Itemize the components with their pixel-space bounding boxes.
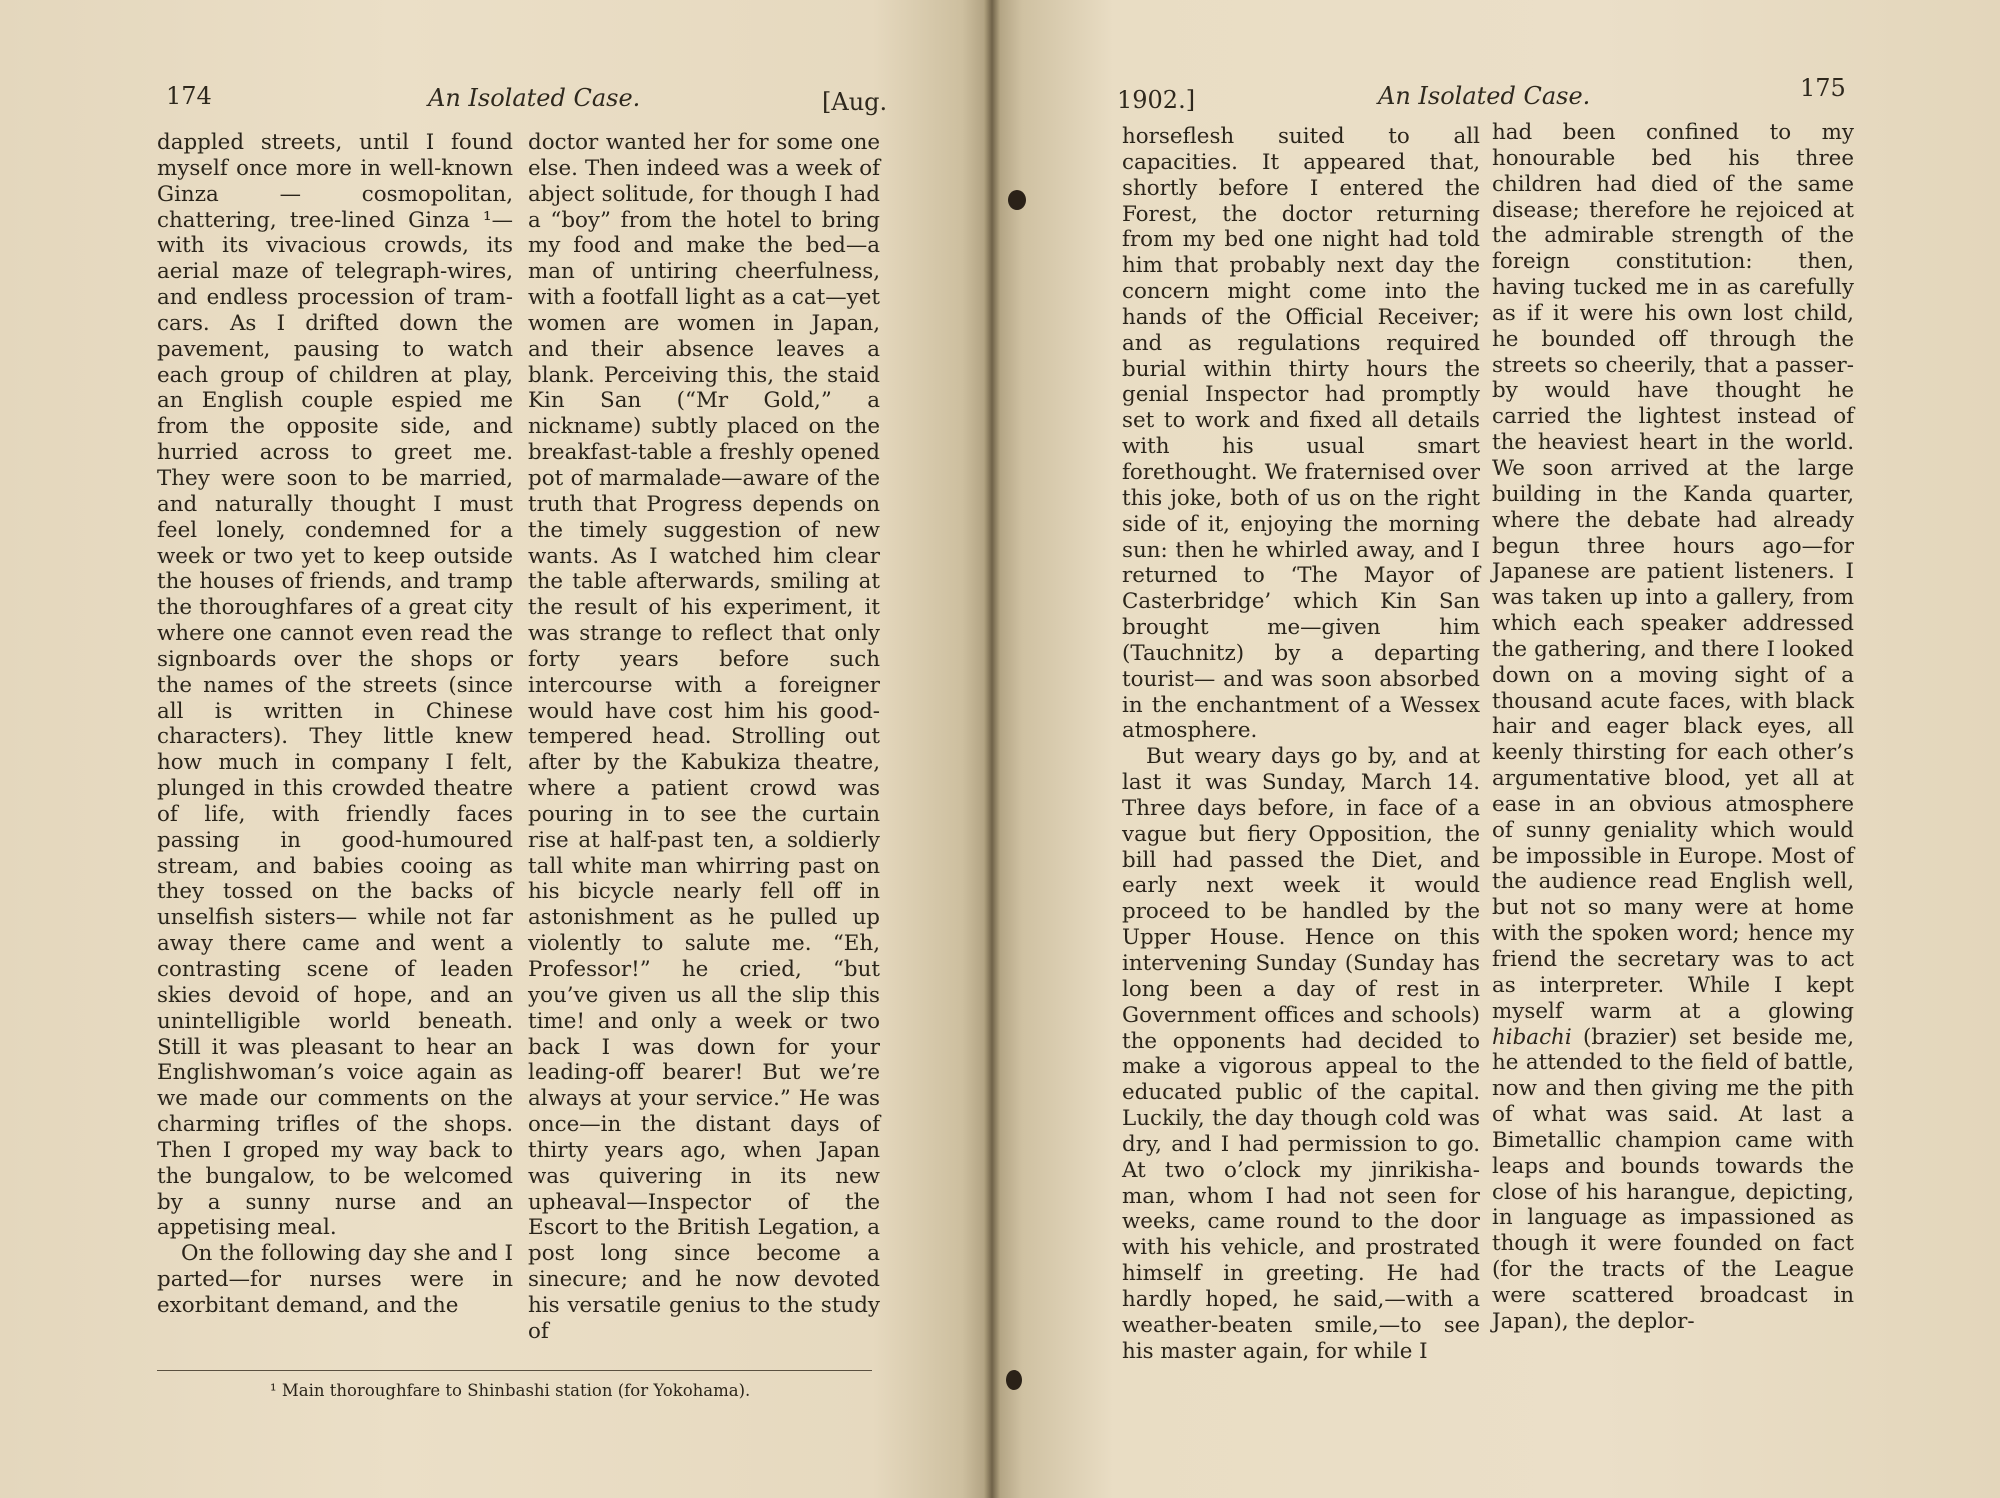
footnote: ¹ Main thoroughfare to Shinbashi station (for Yokohama). bbox=[270, 1381, 751, 1400]
paragraph: doctor wanted her for some one else. Then indeed was a week of abject solitude, for though I had a “boy” from the hotel to bring my food and make the bed—a man of untiring cheerfulness, with a footfall light as a cat—yet women are women in Japan, and their absence leaves a blank. Perceiving this, the staid Kin San (“Mr Gold,” a nickname) subtly placed on the breakfast-table a freshly opened pot of marmalade—aware of the truth that Progress depends on the timely suggestion of new wants. As I watched him clear the table afterwards, smiling at the result of his experiment, it was strange to reflect that only forty years before such intercourse with a foreigner would have cost him his good-tempered head. Strolling out after by the Kabukiza theatre, where a patient crowd was pouring in to see the curtain rise at half-past ten, a soldierly tall white man whirring past on his bicycle nearly fell off in astonishment as he pulled up violently to salute me. “Eh, Professor!” he cried, “but you’ve given us all the slip this time! and only a week or two back I was down for your leading-off bearer! But we’re always at your service.” He was once—in the distant days of thirty years ago, when Japan was quivering in its new upheaval—Inspector of the Escort to the British Legation, a post long since become a sinecure; and he now devoted his versatile genius to the study of bbox=[528, 130, 880, 1344]
right-page bbox=[992, 0, 2000, 1498]
footnote-rule bbox=[157, 1370, 872, 1371]
left-page-number: 174 bbox=[166, 82, 212, 110]
left-running-title: An Isolated Case. bbox=[428, 84, 641, 112]
binding-hole bbox=[1008, 190, 1026, 210]
paragraph: On the following day she and I parted—for nurses were in exorbitant demand, and the bbox=[157, 1241, 513, 1318]
right-column-2 bbox=[1492, 120, 1854, 1335]
paragraph: horseflesh suited to all capacities. It appeared that, shortly before I entered the Forest, the doctor returning from my bed one night had told him that probably next day the concern might come into the hands of the Official Receiver; and as regulations required burial within thirty hours the genial Inspector had promptly set to work and fixed all details with his usual smart forethought. We fraternised over this joke, both of us on the right side of it, enjoying the morning sun: then he whirled away, and I returned to ‘The Mayor of Casterbridge’ which Kin San brought me—given him (Tauchnitz) by a departing tourist— and was soon absorbed in the enchantment of a Wessex atmosphere. bbox=[1122, 124, 1480, 744]
left-header-date: [Aug. bbox=[822, 88, 888, 116]
left-page bbox=[0, 0, 992, 1498]
binding-hole bbox=[1006, 1370, 1022, 1390]
text-run: had been confined to my honourable bed his three children had died of the same disease; therefore he rejoiced at the admirable strength of the foreign constitution: then, having tucked me in as carefully as if it were his own lost child, he bounded off through the streets so cheerily, that a passer-by would have thought he carried the lightest instead of the heaviest heart in the world. We soon arrived at the large building in the Kanda quarter, where the debate had already begun three hours ago—for Japanese are patient listeners. I was taken up into a gallery, from which each speaker addressed the gathering, and there I looked down on a moving sight of a thousand acute faces, with black hair and eager black eyes, all keenly thirsting for each other’s argumentative blood, yet all at ease in an obvious atmosphere of sunny geniality which would be impossible in Europe. Most of the audience read English well, but not so many were at home with the spoken word; hence my friend the secretary was to act as interpreter. While I kept myself warm at a glowing bbox=[1492, 120, 1854, 1024]
paragraph: dappled streets, until I found myself once more in well-known Ginza — cosmopolitan, chattering, tree-lined Ginza ¹— with its vivacious crowds, its aerial maze of telegraph-wires, and endless procession of tram-cars. As I drifted down the pavement, pausing to watch each group of children at play, an English couple espied me from the opposite side, and hurried across to greet me. They were soon to be married, and naturally thought I must feel lonely, condemned for a week or two yet to keep outside the houses of friends, and tramp the thoroughfares of a great city where one cannot even read the signboards over the shops or the names of the streets (since all is written in Chinese characters). They little knew how much in company I felt, plunged in this crowded theatre of life, with friendly faces passing in good-humoured stream, and babies cooing as they tossed on the backs of unselfish sisters— while not far away there came and went a contrasting scene of leaden skies devoid of hope, and an unintelligible world beneath. Still it was pleasant to hear an Englishwoman’s voice again as we made our comments on the charming trifles of the shops. Then I groped my way back to the bungalow, to be welcomed by a sunny nurse and an appetising meal. bbox=[157, 130, 513, 1241]
right-running-title: An Isolated Case. bbox=[1378, 82, 1591, 110]
right-column-1 bbox=[1122, 124, 1480, 1365]
text-run: (brazier) set beside me, he attended to the field of battle, now and then giving me the pith of what was said. At last a Bimetallic champion came with leaps and bounds towards the close of his harangue, depicting, in language as impassioned as though it were founded on fact (for the tracts of the League were scattered broadcast in Japan), the deplor- bbox=[1492, 1024, 1854, 1334]
paragraph: But weary days go by, and at last it was Sunday, March 14. Three days before, in face of a vague but fiery Opposition, the bill had passed the Diet, and early next week it would proceed to be handled by the Upper House. Hence on this intervening Sunday (Sunday has long been a day of rest in Government offices and schools) the opponents had decided to make a vigorous appeal to the educated public of the capital. Luckily, the day though cold was dry, and I had permission to go. At two o’clock my jinrikisha-man, whom I had not seen for weeks, came round to the door with his vehicle, and prostrated himself in greeting. He had hardly hoped, he said,—with a weather-beaten smile,—to see his master again, for while I bbox=[1122, 744, 1480, 1364]
book-gutter bbox=[984, 0, 1000, 1498]
right-page-number: 175 bbox=[1800, 74, 1846, 102]
paragraph bbox=[1492, 120, 1854, 1335]
right-header-date: 1902.] bbox=[1117, 86, 1196, 114]
left-column-1 bbox=[157, 130, 513, 1319]
left-column-2 bbox=[528, 130, 880, 1345]
italic-word: hibachi bbox=[1492, 1024, 1572, 1050]
